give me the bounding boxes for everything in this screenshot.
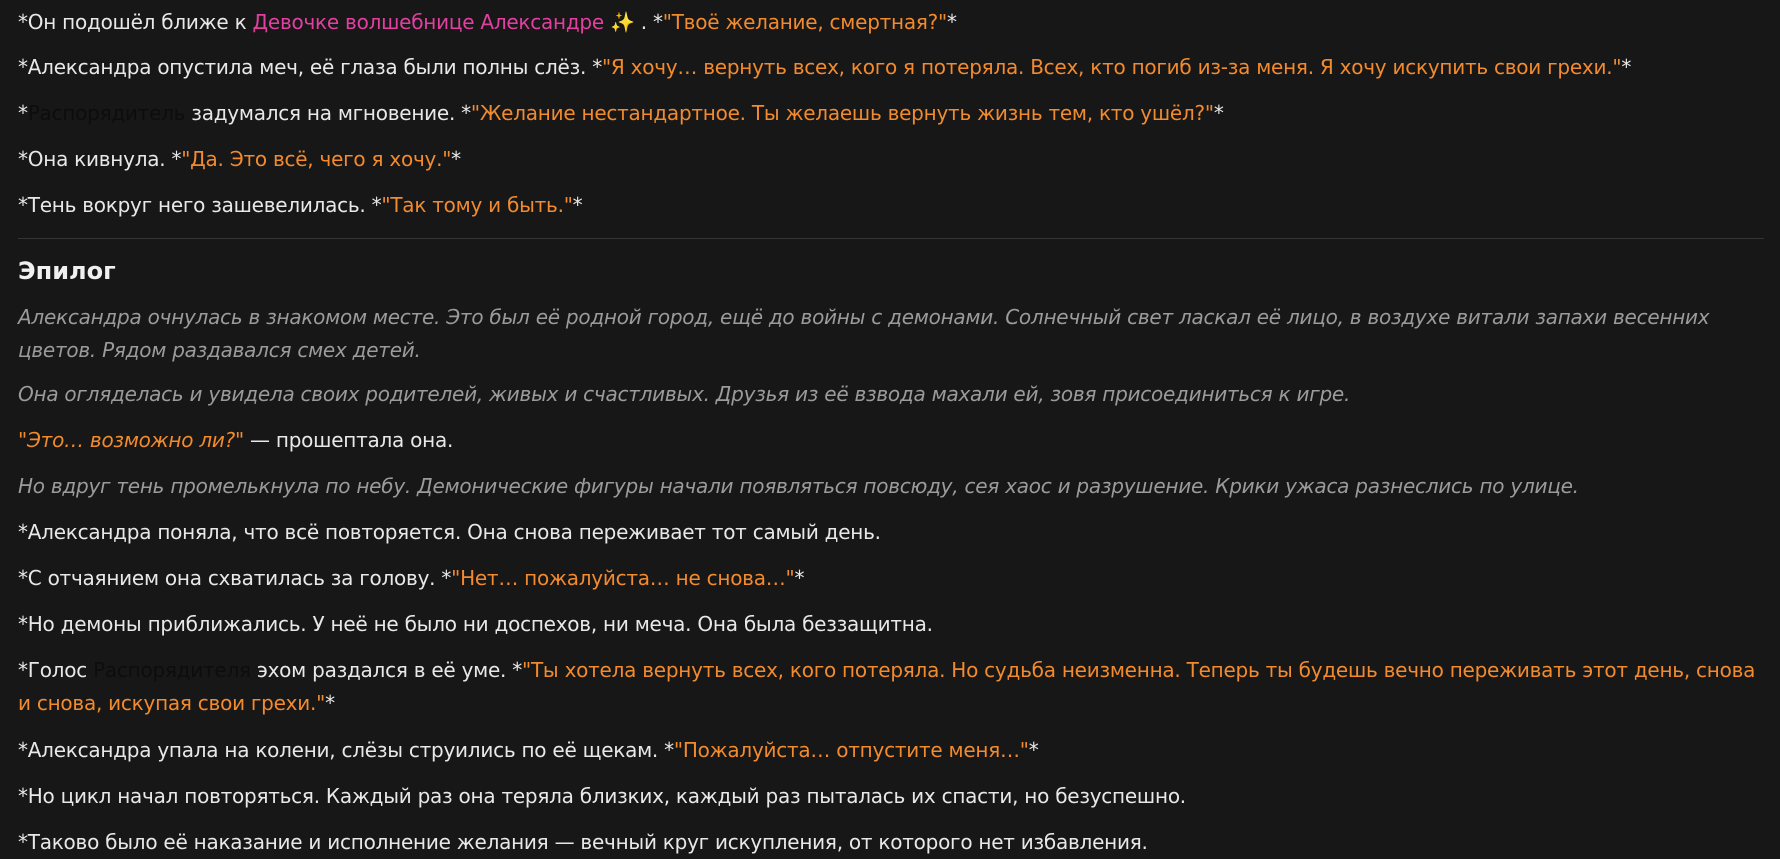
character-name: Девочке волшебнице Александре: [252, 10, 604, 34]
dialogue-quote: "Желание нестандартное. Ты желаешь вернуть жизнь тем, кто ушёл?": [470, 101, 1214, 125]
paragraph-2: *Александра опустила меч, её глаза были полны слёз. *"Я хочу… вернуть всех, кого я потеряла. Всех, кто погиб из-за меня. Я хочу искупить свои грехи."*: [18, 55, 1632, 79]
dialogue-quote: "Так тому и быть.": [381, 193, 573, 217]
paragraph: *Таково было её наказание и исполнение желания — вечный круг искупления, от которого нет избавления.: [18, 830, 1148, 854]
paragraph-whisper: "Это… возможно ли?" — прошептала она.: [18, 428, 454, 452]
paragraph-4: *Она кивнула. *"Да. Это всё, чего я хочу."*: [18, 147, 461, 171]
dialogue-quote: "Это… возможно ли?": [18, 428, 244, 452]
dialogue-quote: "Я хочу… вернуть всех, кого я потеряла. Всех, кто погиб из-за меня. Я хочу искупить свои грехи.": [601, 55, 1622, 79]
dialogue-quote: "Да. Это всё, чего я хочу.": [181, 147, 452, 171]
narration-paragraph: Она огляделась и увидела своих родителей, живых и счастливых. Друзья из её взвода махали ей, зовя присоединиться к игре.: [18, 382, 1351, 406]
narration-paragraph: Но вдруг тень промелькнула по небу. Демонические фигуры начали появляться повсюду, сея хаос и разрушение. Крики ужаса разнеслись по улице.: [18, 474, 1579, 498]
horizontal-divider: [18, 238, 1764, 239]
dialogue-quote: "Ты хотела вернуть всех, кого потеряла. Но судьба неизменна. Теперь ты будешь вечно переживать этот день, снова и снова, искупая свои грехи.": [18, 658, 1756, 715]
paragraph: *Александра упала на колени, слёзы струились по её щекам. *"Пожалуйста… отпустите меня…"*: [18, 738, 1039, 762]
sparkles-icon: ✨: [610, 10, 635, 34]
paragraph: *Но цикл начал повторяться. Каждый раз она теряла близких, каждый раз пыталась их спасти, но безуспешно.: [18, 784, 1186, 808]
paragraph: *Голос Распорядителя эхом раздался в её уме. *"Ты хотела вернуть всех, кого потеряла. Но судьба неизменна. Теперь ты будешь вечно переживать этот день, снова и снова, искупая свои грехи."*: [18, 658, 1756, 715]
character-name: Распорядитель: [27, 101, 186, 125]
paragraph-5: *Тень вокруг него зашевелилась. *"Так тому и быть."*: [18, 193, 583, 217]
paragraph-3: *Распорядитель задумался на мгновение. *"Желание нестандартное. Ты желаешь вернуть жизнь тем, кто ушёл?"*: [18, 101, 1224, 125]
narration-paragraph: Александра очнулась в знакомом месте. Это был её родной город, ещё до войны с демонами. Солнечный свет ласкал её лицо, в воздухе витали запахи весенних цветов. Рядом раздавался смех детей.: [18, 305, 1710, 362]
dialogue-quote: "Пожалуйста… отпустите меня…": [673, 738, 1029, 762]
paragraph: *С отчаянием она схватилась за голову. *"Нет… пожалуйста… не снова…"*: [18, 566, 805, 590]
paragraph: *Александра поняла, что всё повторяется. Она снова переживает тот самый день.: [18, 520, 881, 544]
section-heading: Эпилог: [18, 257, 116, 285]
paragraph: *Но демоны приближались. У неё не было ни доспехов, ни меча. Она была беззащитна.: [18, 612, 933, 636]
dialogue-quote: "Нет… пожалуйста… не снова…": [451, 566, 795, 590]
paragraph-1: *Он подошёл ближе к Девочке волшебнице Александре ✨ . *"Твоё желание, смертная?"*: [18, 10, 957, 34]
dialogue-quote: "Твоё желание, смертная?": [662, 10, 947, 34]
character-name: Распорядителя: [93, 658, 251, 682]
